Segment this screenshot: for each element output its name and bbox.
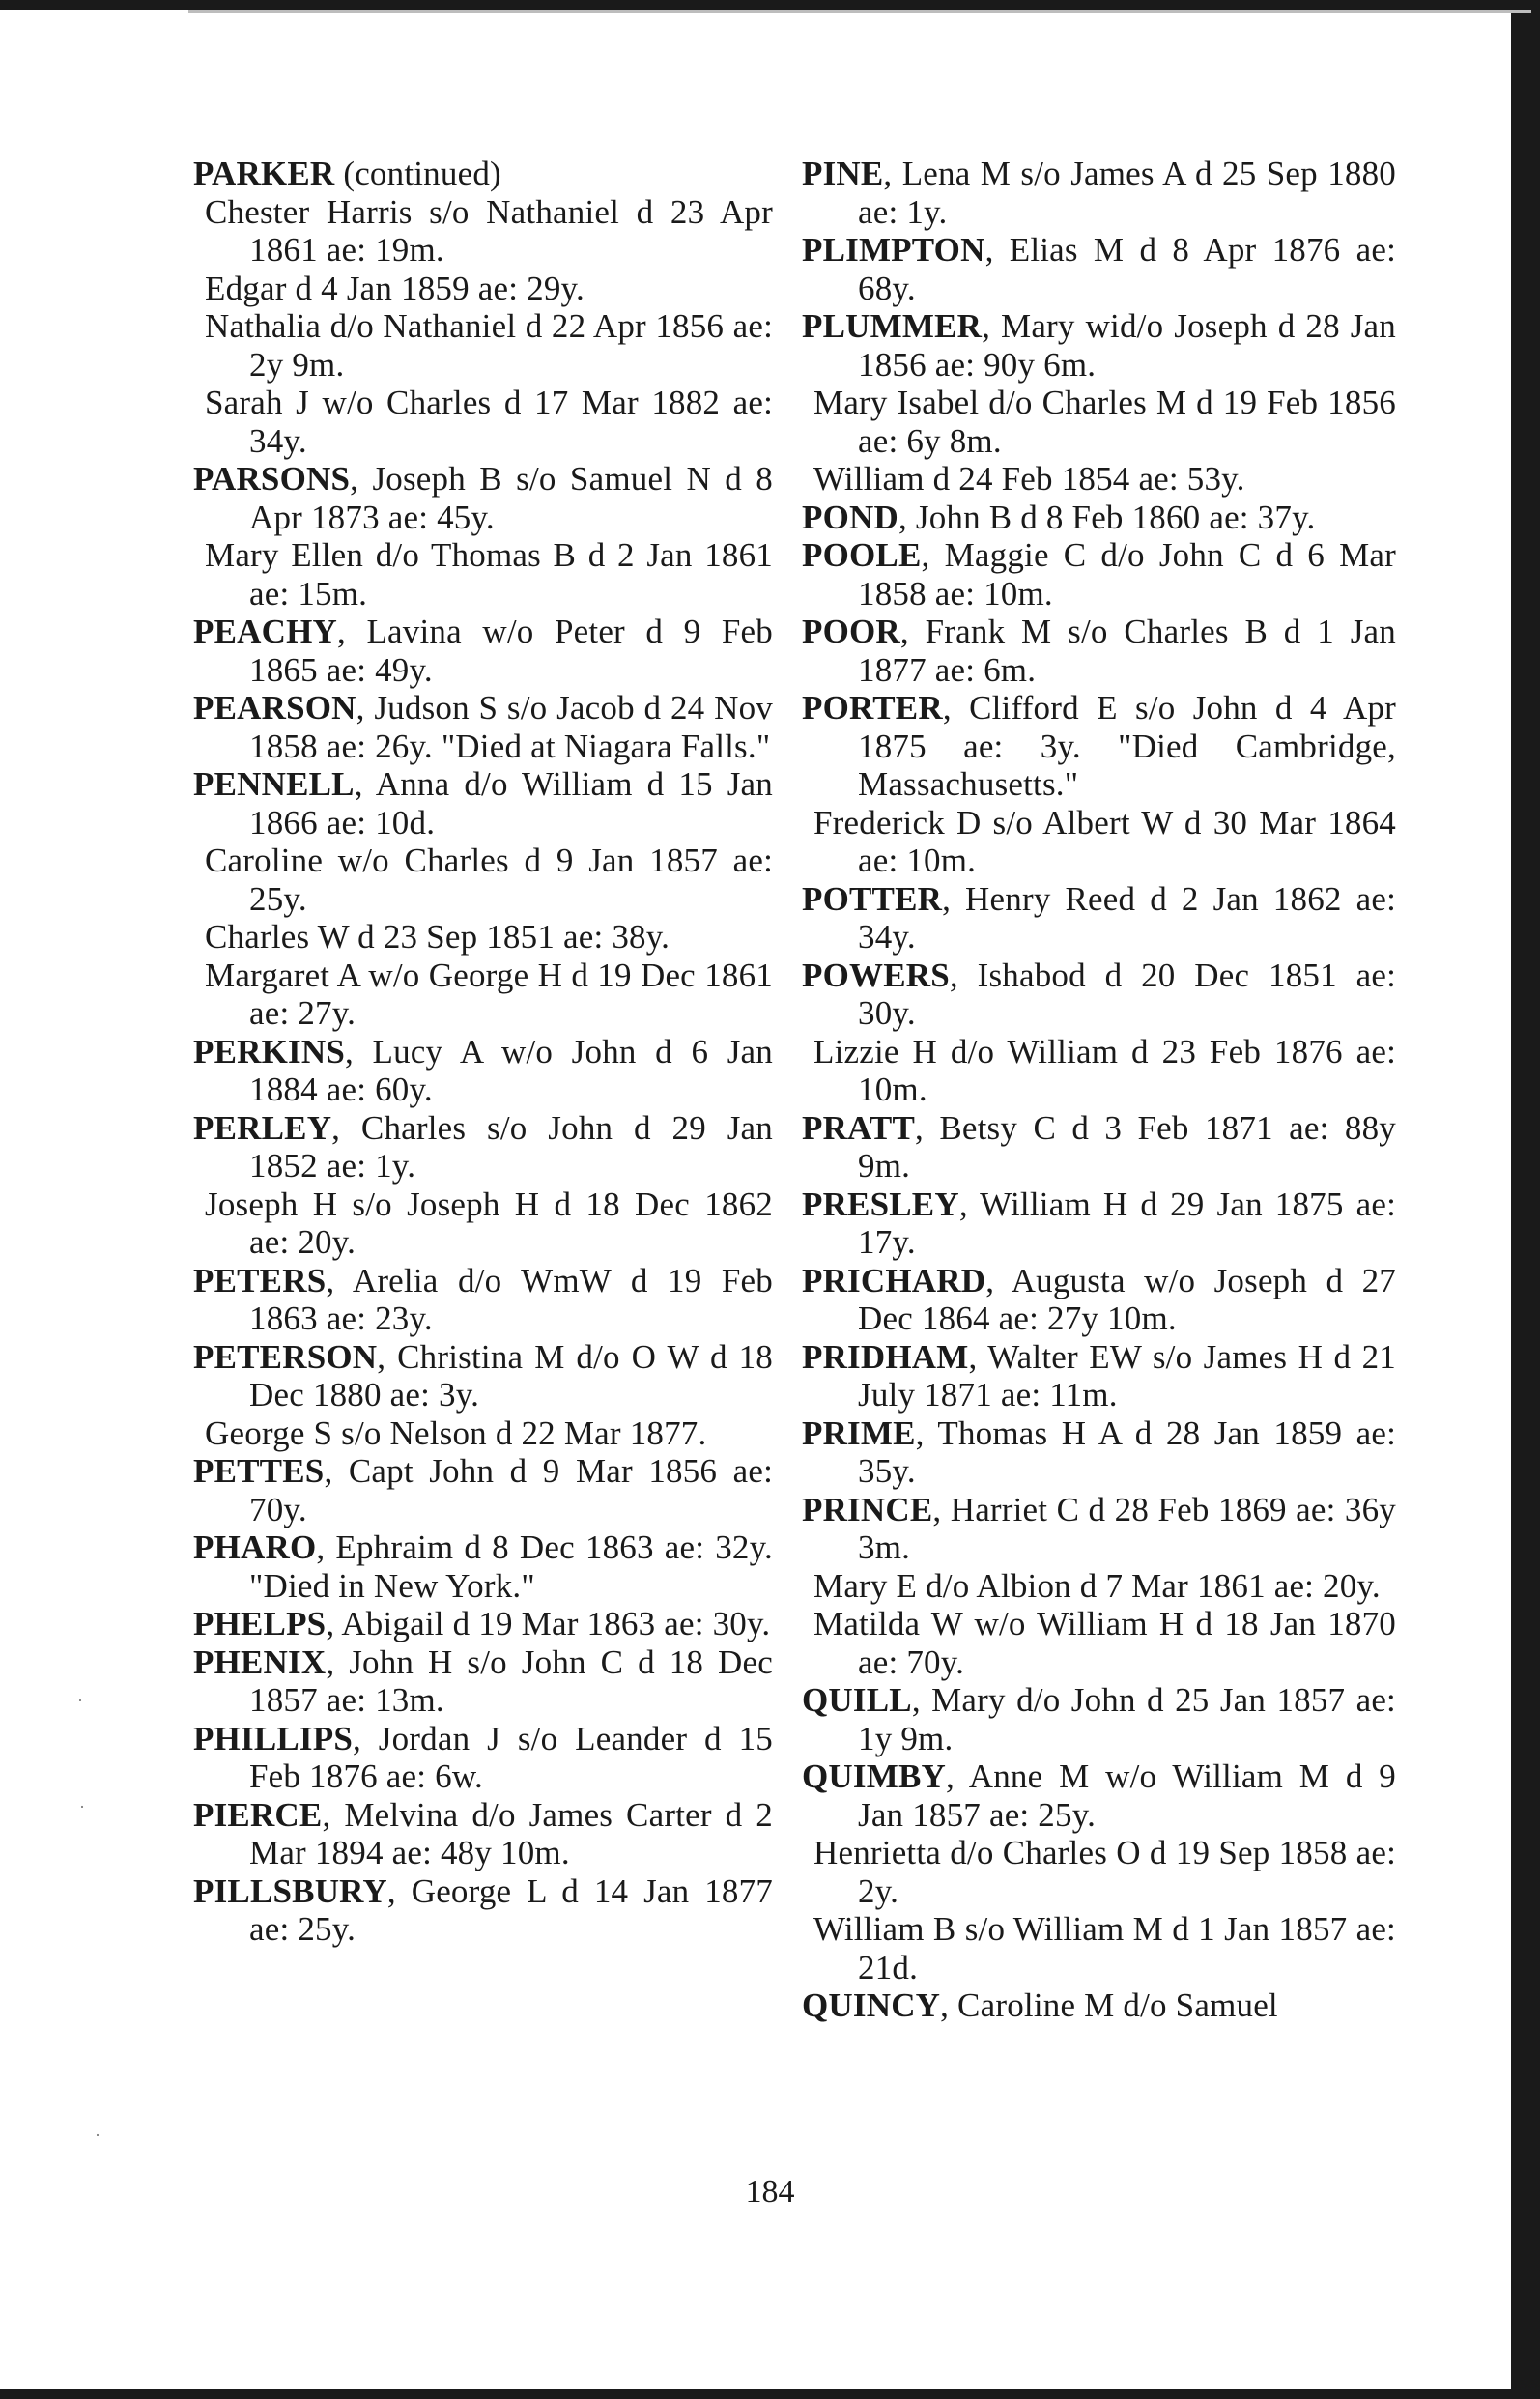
entry-text: , Lena M s/o James A d 25 Sep 1880 ae: 1y. <box>858 155 1396 231</box>
entry-text: , Elias M d 8 Apr 1876 ae: 68y. <box>858 231 1396 307</box>
right-column <box>802 155 1396 2025</box>
entry-surname: PHILLIPS <box>193 1719 353 1757</box>
register-entry <box>802 1567 1396 1606</box>
register-entry <box>802 1414 1396 1491</box>
entry-text: , Caroline M d/o Samuel <box>940 1986 1278 2024</box>
entry-surname: PRICHARD <box>802 1261 986 1299</box>
entry-text: Edgar d 4 Jan 1859 ae: 29y. <box>205 269 585 307</box>
register-entry <box>802 1681 1396 1757</box>
register-entry <box>193 842 773 918</box>
entry-text: , Abigail d 19 Mar 1863 ae: 30y. <box>326 1605 771 1642</box>
entry-text: Nathalia d/o Nathaniel d 22 Apr 1856 ae: 2y 9m. <box>205 307 773 384</box>
register-entry <box>193 155 773 193</box>
entry-text: , John B d 8 Feb 1860 ae: 37y. <box>898 498 1316 536</box>
entry-surname: QUINCY <box>802 1986 941 2024</box>
entry-surname: PEACHY <box>193 613 337 650</box>
entry-text: , Frank M s/o Charles B d 1 Jan 1877 ae: 6m. <box>858 613 1396 689</box>
entry-text: , Harriet C d 28 Feb 1869 ae: 36y 3m. <box>858 1490 1396 1566</box>
entry-surname: PHARO <box>193 1528 317 1566</box>
entry-text: , Lucy A w/o John d 6 Jan 1884 ae: 60y. <box>249 1032 773 1108</box>
register-entry <box>193 1796 773 1872</box>
entry-text: William B s/o William M d 1 Jan 1857 ae: 21d. <box>813 1910 1396 1986</box>
entry-text: , Anne M w/o William M d 9 Jan 1857 ae: 25y. <box>858 1757 1396 1834</box>
entry-text: Henrietta d/o Charles O d 19 Sep 1858 ae: 2y. <box>813 1834 1396 1910</box>
entry-text: Mary Isabel d/o Charles M d 19 Feb 1856 ae: 6y 8m. <box>813 384 1396 460</box>
register-entry <box>802 231 1396 307</box>
entry-surname: PINE <box>802 155 884 192</box>
entry-text: , Charles s/o John d 29 Jan 1852 ae: 1y. <box>249 1108 773 1185</box>
entry-text: , Mary d/o John d 25 Jan 1857 ae: 1y 9m. <box>858 1681 1396 1757</box>
register-entry <box>193 1720 773 1796</box>
register-entry <box>802 1491 1396 1567</box>
entry-text: Sarah J w/o Charles d 17 Mar 1882 ae: 34y. <box>205 384 773 460</box>
entry-text: Joseph H s/o Joseph H d 18 Dec 1862 ae: 20y. <box>205 1185 773 1261</box>
entry-text: , Ishabod d 20 Dec 1851 ae: 30y. <box>858 956 1396 1032</box>
register-entry <box>802 1033 1396 1109</box>
scan-speck: · <box>95 2126 100 2145</box>
entry-surname: POOR <box>802 613 900 650</box>
register-entry <box>193 270 773 308</box>
entry-text: Mary E d/o Albion d 7 Mar 1861 ae: 20y. <box>813 1566 1381 1605</box>
top-rule <box>188 10 1531 13</box>
entry-text: , Augusta w/o Joseph d 27 Dec 1864 ae: 27y 10m. <box>858 1261 1396 1337</box>
scan-speck: · <box>77 1691 83 1710</box>
register-entry <box>802 1834 1396 1910</box>
entry-surname: POND <box>802 498 898 536</box>
entry-text: Mary Ellen d/o Thomas B d 2 Jan 1861 ae: 15m. <box>205 536 773 613</box>
register-entry <box>802 1262 1396 1338</box>
entry-surname: PETERS <box>193 1261 327 1299</box>
register-entry <box>802 1910 1396 1986</box>
document-page <box>0 10 1511 2389</box>
register-entry <box>193 307 773 384</box>
entry-text: Chester Harris s/o Nathaniel d 23 Apr 1861 ae: 19m. <box>205 192 773 269</box>
register-entry <box>193 957 773 1033</box>
entry-text: , Mary wid/o Joseph d 28 Jan 1856 ae: 90y 6m. <box>858 307 1396 384</box>
entry-text: , John H s/o John C d 18 Dec 1857 ae: 13m. <box>249 1642 773 1719</box>
register-entry <box>802 307 1396 384</box>
entry-surname: PIERCE <box>193 1795 323 1834</box>
entry-text: , Betsy C d 3 Feb 1871 ae: 88y 9m. <box>858 1108 1396 1185</box>
entry-surname: PILLSBURY <box>193 1871 387 1910</box>
register-entry <box>193 1605 773 1643</box>
register-entry <box>802 1605 1396 1681</box>
entry-text: , Maggie C d/o John C d 6 Mar 1858 ae: 10m. <box>858 536 1396 613</box>
entry-text: William d 24 Feb 1854 ae: 53y. <box>813 460 1245 498</box>
register-entry <box>193 460 773 536</box>
entry-surname: PRIDHAM <box>802 1337 969 1376</box>
entry-surname: POWERS <box>802 956 950 994</box>
register-entry <box>802 536 1396 613</box>
entry-surname: PORTER <box>802 689 943 727</box>
register-entry <box>193 384 773 460</box>
entry-text: Matilda W w/o William H d 18 Jan 1870 ae: 70y. <box>813 1605 1396 1681</box>
register-entry <box>802 689 1396 804</box>
entry-surname: PLUMMER <box>802 307 983 345</box>
entry-text: , Joseph B s/o Samuel N d 8 Apr 1873 ae: 45y. <box>249 460 773 536</box>
entry-text: , Judson S s/o Jacob d 24 Nov 1858 ae: 26y. "Died at Niagara Falls." <box>249 689 773 765</box>
entry-surname: PERKINS <box>193 1032 345 1071</box>
entry-text: , Capt John d 9 Mar 1856 ae: 70y. <box>249 1452 773 1528</box>
register-entry <box>802 499 1396 537</box>
entry-surname: PRESLEY <box>802 1185 959 1223</box>
entry-text: , Thomas H A d 28 Jan 1859 ae: 35y. <box>858 1414 1396 1490</box>
register-entry <box>802 804 1396 880</box>
entry-surname: PARKER <box>193 155 335 192</box>
entry-surname: QUIMBY <box>802 1757 946 1795</box>
entry-text: Caroline w/o Charles d 9 Jan 1857 ae: 25y. <box>205 842 773 918</box>
entry-surname: PRINCE <box>802 1490 933 1528</box>
entry-surname: PRIME <box>802 1414 916 1452</box>
register-entry <box>802 613 1396 689</box>
left-column <box>193 155 773 1949</box>
register-entry <box>193 1414 773 1453</box>
register-entry <box>193 1872 773 1949</box>
entry-surname: PARSONS <box>193 460 351 498</box>
entry-surname: PHENIX <box>193 1642 327 1681</box>
entry-text: George S s/o Nelson d 22 Mar 1877. <box>205 1414 707 1452</box>
register-entry <box>802 1109 1396 1185</box>
entry-text: Frederick D s/o Albert W d 30 Mar 1864 ae: 10m. <box>813 803 1396 879</box>
register-entry <box>802 880 1396 957</box>
register-entry <box>802 384 1396 460</box>
entry-surname: PENNELL <box>193 765 355 803</box>
register-entry <box>802 460 1396 499</box>
entry-surname: QUILL <box>802 1681 912 1719</box>
entry-text: , Lavina w/o Peter d 9 Feb 1865 ae: 49y. <box>249 613 773 689</box>
register-entry <box>802 1757 1396 1834</box>
register-entry <box>193 536 773 613</box>
register-entry <box>193 1109 773 1185</box>
register-entry <box>193 1033 773 1109</box>
entry-text: , Arelia d/o WmW d 19 Feb 1863 ae: 23y. <box>249 1261 773 1337</box>
register-entry <box>193 1528 773 1605</box>
entry-text: , Walter EW s/o James H d 21 July 1871 ae: 11m. <box>858 1337 1396 1414</box>
register-entry <box>193 193 773 270</box>
register-entry <box>193 1185 773 1262</box>
entry-surname: PETTES <box>193 1452 325 1490</box>
entry-surname: POTTER <box>802 879 943 918</box>
register-entry <box>802 957 1396 1033</box>
register-entry <box>193 613 773 689</box>
register-entry <box>193 1262 773 1338</box>
entry-surname: PEARSON <box>193 689 356 727</box>
entry-text: , Christina M d/o O W d 18 Dec 1880 ae: 3y. <box>249 1337 773 1414</box>
entry-surname: PRATT <box>802 1108 916 1147</box>
entry-text: , Ephraim d 8 Dec 1863 ae: 32y. "Died in New York." <box>249 1528 773 1605</box>
entry-surname: PLIMPTON <box>802 231 985 269</box>
entry-text: Lizzie H d/o William d 23 Feb 1876 ae: 10m. <box>813 1032 1396 1108</box>
entry-text: Margaret A w/o George H d 19 Dec 1861 ae: 27y. <box>205 956 773 1032</box>
register-entry <box>193 765 773 842</box>
entry-text: , Melvina d/o James Carter d 2 Mar 1894 ae: 48y 10m. <box>249 1795 773 1871</box>
entry-surname: PERLEY <box>193 1108 332 1147</box>
entry-surname: PHELPS <box>193 1605 327 1642</box>
entry-surname: POOLE <box>802 536 922 574</box>
entry-text: , William H d 29 Jan 1875 ae: 17y. <box>858 1185 1396 1261</box>
entry-text: Charles W d 23 Sep 1851 ae: 38y. <box>205 918 670 956</box>
entry-surname: PETERSON <box>193 1337 378 1376</box>
register-entry <box>802 1185 1396 1262</box>
entry-text: , Henry Reed d 2 Jan 1862 ae: 34y. <box>858 879 1396 956</box>
scan-speck: · <box>79 1797 85 1816</box>
register-entry <box>802 1986 1396 2025</box>
register-entry <box>193 1643 773 1720</box>
page-number: 184 <box>745 2174 795 2210</box>
entry-text: , Anna d/o William d 15 Jan 1866 ae: 10d. <box>249 765 773 842</box>
register-entry <box>802 1338 1396 1414</box>
entry-text: (continued) <box>334 155 501 192</box>
register-entry <box>193 918 773 957</box>
entry-text: , George L d 14 Jan 1877 ae: 25y. <box>249 1871 773 1948</box>
register-entry <box>802 155 1396 231</box>
register-entry <box>193 689 773 765</box>
register-entry <box>193 1452 773 1528</box>
entry-text: , Jordan J s/o Leander d 15 Feb 1876 ae: 6w. <box>249 1719 773 1795</box>
entry-text: , Clifford E s/o John d 4 Apr 1875 ae: 3y. "Died Cambridge, Massachusetts." <box>858 689 1396 803</box>
register-entry <box>193 1338 773 1414</box>
